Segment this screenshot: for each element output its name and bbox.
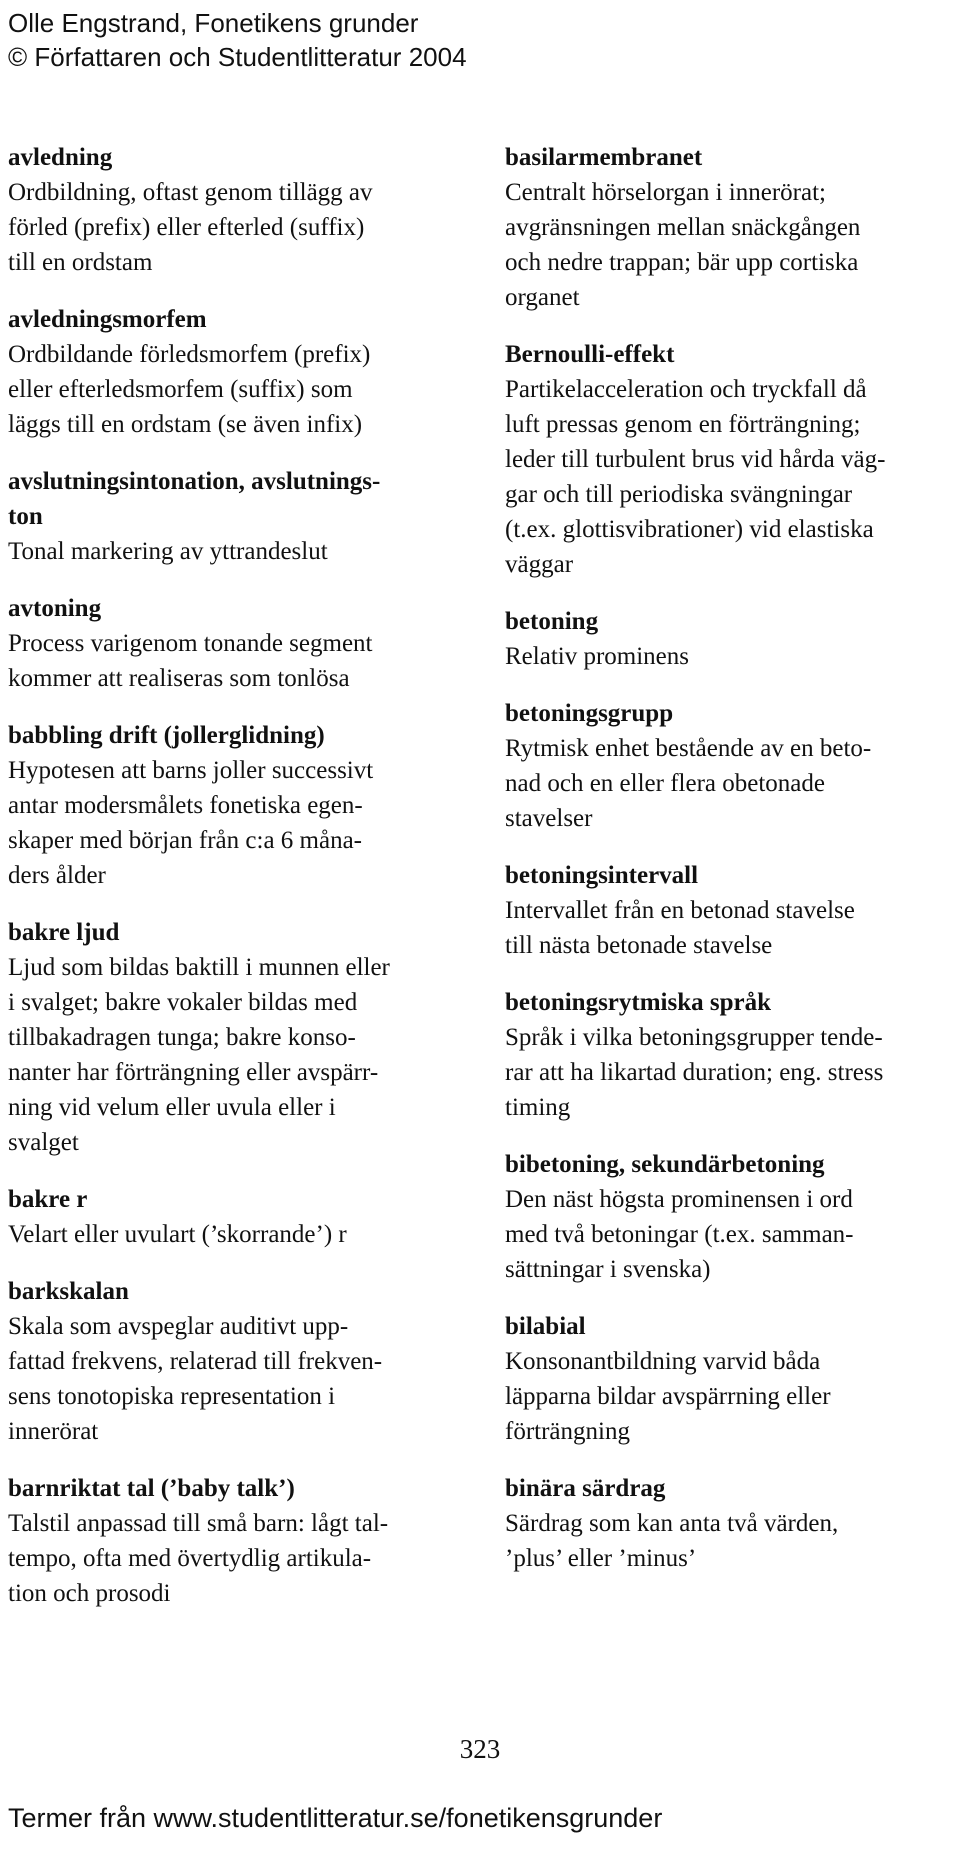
definition-line: Ordbildning, oftast genom tillägg av bbox=[8, 179, 373, 206]
term-line: ton bbox=[8, 503, 43, 530]
glossary-definition bbox=[505, 1506, 955, 1576]
term-line: avledning bbox=[8, 144, 113, 171]
definition-line: förträngning bbox=[505, 1418, 630, 1445]
definition-line: ders ålder bbox=[8, 862, 106, 889]
definition-line: till en ordstam bbox=[8, 249, 153, 276]
definition-line: Särdrag som kan anta två värden, bbox=[505, 1510, 839, 1537]
glossary-term bbox=[505, 140, 955, 175]
glossary-term bbox=[505, 604, 955, 639]
definition-line: till nästa betonade stavelse bbox=[505, 932, 773, 959]
definition-line: Den näst högsta prominensen i ord bbox=[505, 1186, 853, 1213]
definition-line: Konsonantbildning varvid båda bbox=[505, 1348, 821, 1375]
term-line: bibetoning, sekundärbetoning bbox=[505, 1151, 825, 1178]
definition-line: kommer att realiseras som tonlösa bbox=[8, 665, 350, 692]
glossary-entry bbox=[8, 1274, 468, 1449]
glossary-entry bbox=[505, 604, 955, 674]
definition-line: förled (prefix) eller efterled (suffix) bbox=[8, 214, 365, 241]
definition-line: stavelser bbox=[505, 805, 593, 832]
definition-line: Ljud som bildas baktill i munnen eller bbox=[8, 954, 390, 981]
term-line: avtoning bbox=[8, 595, 102, 622]
glossary-definition bbox=[8, 950, 468, 1160]
glossary-term bbox=[8, 1274, 468, 1309]
definition-line: eller efterledsmorfem (suffix) som bbox=[8, 376, 353, 403]
term-line: Bernoulli-effekt bbox=[505, 341, 675, 368]
glossary-definition bbox=[8, 1309, 468, 1449]
definition-line: Process varigenom tonande segment bbox=[8, 630, 373, 657]
glossary-entry bbox=[8, 140, 468, 280]
glossary-entry bbox=[8, 1471, 468, 1611]
definition-line: väggar bbox=[505, 551, 574, 578]
term-line: bilabial bbox=[505, 1313, 586, 1340]
definition-line: Språk i vilka betoningsgrupper tende- bbox=[505, 1024, 883, 1051]
definition-line: (t.ex. glottisvibrationer) vid elastiska bbox=[505, 516, 874, 543]
glossary-term bbox=[505, 1471, 955, 1506]
glossary-entry bbox=[505, 1471, 955, 1576]
glossary-term bbox=[505, 1309, 955, 1344]
glossary-entry bbox=[8, 1182, 468, 1252]
glossary-definition bbox=[505, 731, 955, 836]
glossary-entry bbox=[8, 302, 468, 442]
definition-line: Relativ prominens bbox=[505, 643, 689, 670]
definition-line: Intervallet från en betonad stavelse bbox=[505, 897, 855, 924]
definition-line: gar och till periodiska svängningar bbox=[505, 481, 853, 508]
glossary-definition bbox=[8, 1217, 468, 1252]
term-line: bakre r bbox=[8, 1186, 88, 1213]
glossary-definition bbox=[505, 372, 955, 582]
glossary-definition bbox=[505, 1344, 955, 1449]
definition-line: innerörat bbox=[8, 1418, 99, 1445]
glossary-term bbox=[505, 1147, 955, 1182]
glossary-definition bbox=[8, 175, 468, 280]
definition-line: Skala som avspeglar auditivt upp- bbox=[8, 1313, 349, 1340]
glossary-term bbox=[505, 337, 955, 372]
glossary-term bbox=[8, 915, 468, 950]
term-line: betoningsrytmiska språk bbox=[505, 989, 772, 1016]
glossary-entry bbox=[8, 915, 468, 1160]
glossary-entry bbox=[8, 464, 468, 569]
glossary-definition bbox=[505, 893, 955, 963]
term-line: bakre ljud bbox=[8, 919, 120, 946]
definition-line: Talstil anpassad till små barn: lågt tal- bbox=[8, 1510, 389, 1537]
definition-line: fattad frekvens, relaterad till frekven- bbox=[8, 1348, 383, 1375]
definition-line: Ordbildande förledsmorfem (prefix) bbox=[8, 341, 371, 368]
definition-line: ’plus’ eller ’minus’ bbox=[505, 1545, 697, 1572]
glossary-term bbox=[505, 696, 955, 731]
glossary-term bbox=[8, 464, 468, 534]
glossary-column-right bbox=[505, 140, 955, 1598]
definition-line: nad och en eller flera obetonade bbox=[505, 770, 825, 797]
glossary-term bbox=[8, 302, 468, 337]
glossary-entry bbox=[505, 1147, 955, 1287]
definition-line: ning vid velum eller uvula eller i bbox=[8, 1094, 336, 1121]
header-copyright: © Författaren och Studentlitteratur 2004 bbox=[8, 42, 467, 72]
definition-line: rar att ha likartad duration; eng. stress bbox=[505, 1059, 884, 1086]
definition-line: Centralt hörselorgan i innerörat; bbox=[505, 179, 826, 206]
definition-line: timing bbox=[505, 1094, 571, 1121]
definition-line: organet bbox=[505, 284, 580, 311]
definition-line: tion och prosodi bbox=[8, 1580, 171, 1607]
definition-line: Velart eller uvulart (’skorrande’) r bbox=[8, 1221, 347, 1248]
definition-line: svalget bbox=[8, 1129, 79, 1156]
glossary-definition bbox=[8, 626, 468, 696]
glossary-entry bbox=[505, 140, 955, 315]
term-line: barnriktat tal (’baby talk’) bbox=[8, 1475, 295, 1502]
glossary-entry bbox=[505, 1309, 955, 1449]
glossary-term bbox=[8, 1471, 468, 1506]
glossary-term bbox=[8, 140, 468, 175]
term-line: avledningsmorfem bbox=[8, 306, 207, 333]
page-footer bbox=[8, 1803, 662, 1834]
glossary-entry bbox=[505, 696, 955, 836]
glossary-entry bbox=[505, 985, 955, 1125]
glossary-term bbox=[505, 985, 955, 1020]
definition-line: läpparna bildar avspärrning eller bbox=[505, 1383, 831, 1410]
term-line: betoningsgrupp bbox=[505, 700, 674, 727]
definition-line: leder till turbulent brus vid hårda väg- bbox=[505, 446, 886, 473]
definition-line: och nedre trappan; bär upp cortiska bbox=[505, 249, 859, 276]
definition-line: Hypotesen att barns joller successivt bbox=[8, 757, 374, 784]
glossary-entry bbox=[8, 718, 468, 893]
definition-line: Rytmisk enhet bestående av en beto- bbox=[505, 735, 872, 762]
glossary-definition bbox=[8, 753, 468, 893]
definition-line: läggs till en ordstam (se även infix) bbox=[8, 411, 363, 438]
glossary-definition bbox=[505, 639, 955, 674]
header-author-title: Olle Engstrand, Fonetikens grunder bbox=[8, 8, 419, 38]
glossary-entry bbox=[505, 858, 955, 963]
term-line: barkskalan bbox=[8, 1278, 129, 1305]
term-line: basilarmembranet bbox=[505, 144, 703, 171]
definition-line: sens tonotopiska representation i bbox=[8, 1383, 336, 1410]
term-line: avslutningsintonation, avslutnings- bbox=[8, 468, 381, 495]
term-line: betoning bbox=[505, 608, 599, 635]
definition-line: tempo, ofta med övertydlig artikula- bbox=[8, 1545, 372, 1572]
term-line: babbling drift (jollerglidning) bbox=[8, 722, 325, 749]
definition-line: med två betoningar (t.ex. samman- bbox=[505, 1221, 854, 1248]
term-line: betoningsintervall bbox=[505, 862, 699, 889]
definition-line: antar modersmålets fonetiska egen- bbox=[8, 792, 363, 819]
definition-line: Tonal markering av yttrandeslut bbox=[8, 538, 328, 565]
glossary-entry bbox=[505, 337, 955, 582]
definition-line: skaper med början från c:a 6 måna- bbox=[8, 827, 363, 854]
footer-url-text: Termer från www.studentlitteratur.se/fonetikensgrunder bbox=[8, 1803, 663, 1833]
glossary-column-left bbox=[8, 140, 468, 1633]
glossary-definition bbox=[8, 337, 468, 442]
definition-line: nanter har förträngning eller avspärr- bbox=[8, 1059, 379, 1086]
glossary-definition bbox=[505, 1182, 955, 1287]
glossary-definition bbox=[8, 534, 468, 569]
glossary-term bbox=[8, 718, 468, 753]
definition-line: luft pressas genom en förträngning; bbox=[505, 411, 861, 438]
glossary-term bbox=[8, 591, 468, 626]
definition-line: sättningar i svenska) bbox=[505, 1256, 711, 1283]
glossary-definition bbox=[505, 175, 955, 315]
definition-line: Partikelacceleration och tryckfall då bbox=[505, 376, 867, 403]
definition-line: i svalget; bakre vokaler bildas med bbox=[8, 989, 358, 1016]
page-header bbox=[8, 6, 467, 74]
glossary-term bbox=[8, 1182, 468, 1217]
page-number: 323 bbox=[459, 1734, 501, 1764]
glossary-definition bbox=[505, 1020, 955, 1125]
glossary-term bbox=[505, 858, 955, 893]
glossary-entry bbox=[8, 591, 468, 696]
term-line: binära särdrag bbox=[505, 1475, 666, 1502]
definition-line: avgränsningen mellan snäckgången bbox=[505, 214, 861, 241]
glossary-definition bbox=[8, 1506, 468, 1611]
definition-line: tillbakadragen tunga; bakre konso- bbox=[8, 1024, 356, 1051]
